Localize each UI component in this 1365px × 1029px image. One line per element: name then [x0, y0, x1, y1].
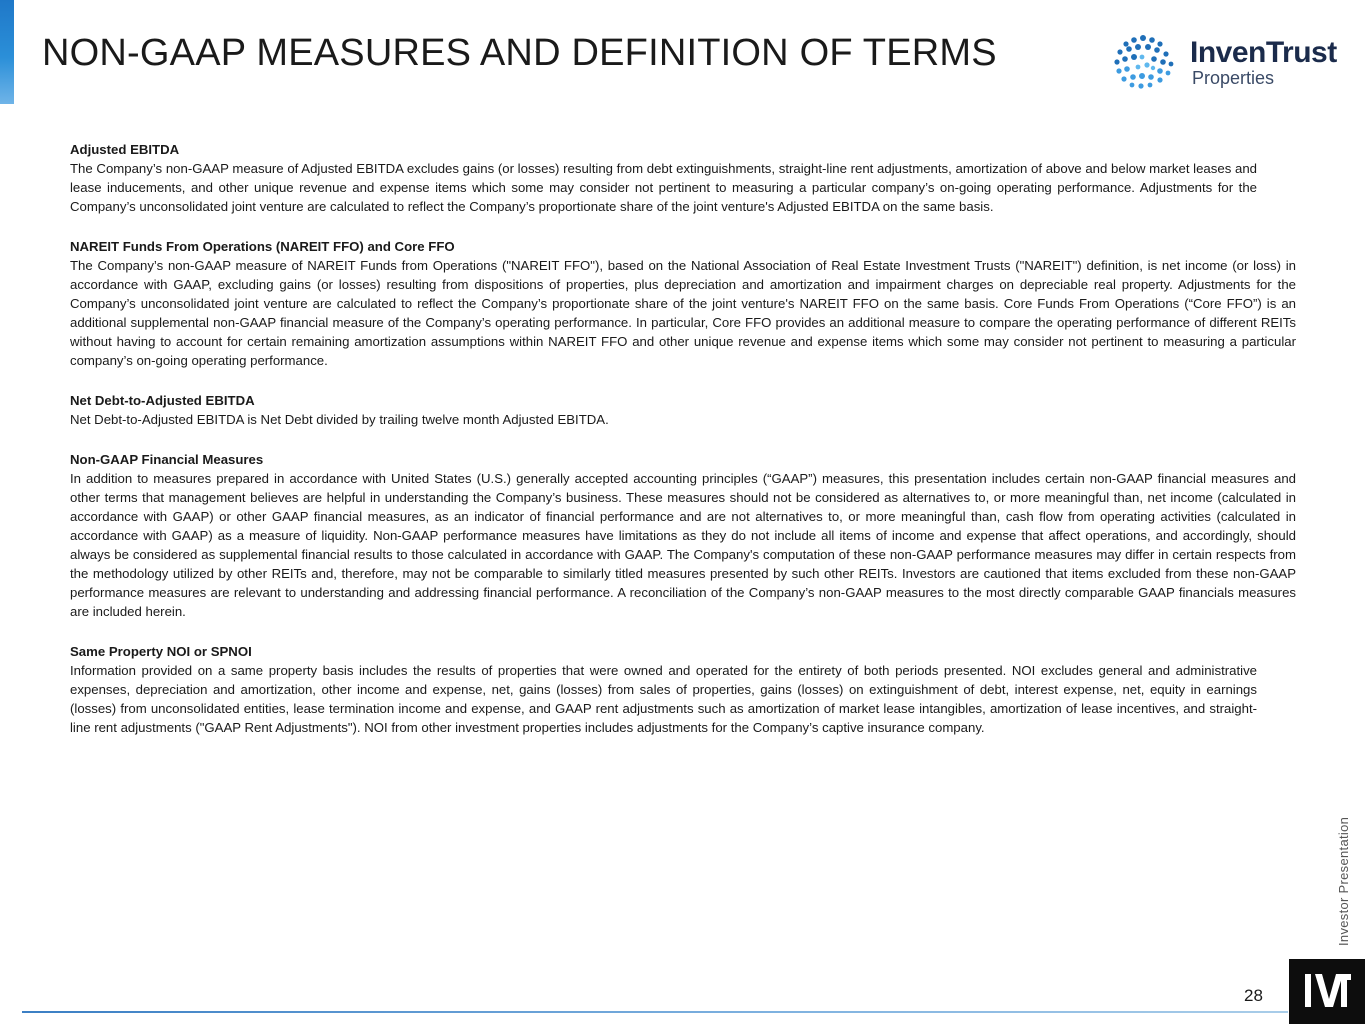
section-body: The Company’s non-GAAP measure of NAREIT Funds from Operations ("NAREIT FFO"), based on the National Association of Real Estate Investment Trusts ("NAREIT") definition, is net income (or loss) in accordance with GAAP, excluding gains (or losses) resulting from dispositions of properties, plus depreciation and amortization and impairment charges on depreciable real property. Adjustments for the Company’s unconsolidated joint venture are calculated to reflect the Company’s proportionate share of the joint venture's NAREIT FFO on the same basis. Core Funds From Operations (“Core FFO”) is an additional supplemental non-GAAP financial measure of the Company’s operating performance. In particular, Core FFO provides an additional measure to compare the operating performance of different REITs without having to account for certain remaining amortization assumptions within NAREIT FFO and other unique revenue and expense items which some may consider not pertinent to measuring a particular company’s on-going operating performance.	[70, 258, 1296, 368]
section-nareit-ffo	[70, 237, 1296, 370]
definitions-content	[70, 140, 1296, 758]
section-adjusted-ebitda	[70, 140, 1257, 216]
section-heading: Adjusted EBITDA	[70, 142, 180, 157]
logo-name: InvenTrust	[1190, 36, 1337, 69]
section-non-gaap-measures	[70, 450, 1296, 621]
section-body: Information provided on a same property basis includes the results of properties that were owned and operated for the entirety of both periods presented. NOI excludes general and administrative expenses, depreciation and amortization, other income and expense, net, gains (losses) from sales of properties, gains (losses) on extinguishment of debt, interest expense, net, equity in earnings (losses) from unconsolidated entities, lease termination income and expense, and GAAP rent adjustments such as amortization of market lease intangibles, amortization of lease incentives, and straight-line rent adjustments ("GAAP Rent Adjustments"). NOI from other investment properties includes adjustments for the Company’s captive insurance company.	[70, 663, 1257, 735]
section-body: Net Debt-to-Adjusted EBITDA is Net Debt divided by trailing twelve month Adjusted EBITDA.	[70, 412, 609, 427]
footer-logo	[1289, 959, 1365, 1024]
inventrust-logo	[1112, 34, 1337, 94]
section-heading: Same Property NOI or SPNOI	[70, 644, 252, 659]
section-heading: Non-GAAP Financial Measures	[70, 452, 264, 467]
page-number: 28	[1244, 986, 1263, 1005]
logo-globe-icon	[1112, 34, 1176, 90]
logo-subtitle: Properties	[1192, 68, 1275, 88]
page-title: NON-GAAP MEASURES AND DEFINITION OF TERMS	[42, 32, 997, 74]
footer-divider	[22, 1011, 1288, 1013]
side-label: Investor Presentation	[1336, 816, 1351, 946]
ivt-monogram-icon	[1289, 959, 1365, 1024]
section-body: The Company’s non-GAAP measure of Adjusted EBITDA excludes gains (or losses) resulting from debt extinguishments, straight-line rent adjustments, amortization of above and below market leases and lease inducements, and other unique revenue and expense items which some may consider not pertinent to measuring a particular company’s on-going operating performance. Adjustments for the Company’s unconsolidated joint venture are calculated to reflect the Company’s proportionate share of the joint venture's Adjusted EBITDA on the same basis.	[70, 161, 1257, 214]
section-heading: NAREIT Funds From Operations (NAREIT FFO) and Core FFO	[70, 239, 455, 254]
section-net-debt	[70, 391, 1296, 429]
section-body: In addition to measures prepared in accordance with United States (U.S.) generally accepted accounting principles (“GAAP”) measures, this presentation includes certain non-GAAP financial measures and other terms that management believes are helpful in understanding the Company’s business. These measures should not be considered as alternatives to, or more meaningful than, net income (calculated in accordance with GAAP) or other GAAP financial measures, as an indicator of financial performance and are not alternatives to, or more meaningful than, cash flow from operating activities (calculated in accordance with GAAP) as a measure of liquidity. Non-GAAP performance measures have limitations as they do not include all items of income and expense that affect operations, and accordingly, should always be considered as supplemental financial results to those calculated in accordance with GAAP. The Company's computation of these non-GAAP performance measures may differ in certain respects from the methodology utilized by other REITs and, therefore, may not be comparable to similarly titled measures presented by such other REITs. Investors are cautioned that items excluded from these non-GAAP performance measures are relevant to understanding and addressing financial performance. A reconciliation of the Company’s non-GAAP measures to the most directly comparable GAAP financials measures are included herein.	[70, 471, 1296, 619]
section-same-property-noi	[70, 642, 1257, 737]
header-accent-bar	[0, 0, 14, 104]
section-heading: Net Debt-to-Adjusted EBITDA	[70, 393, 255, 408]
